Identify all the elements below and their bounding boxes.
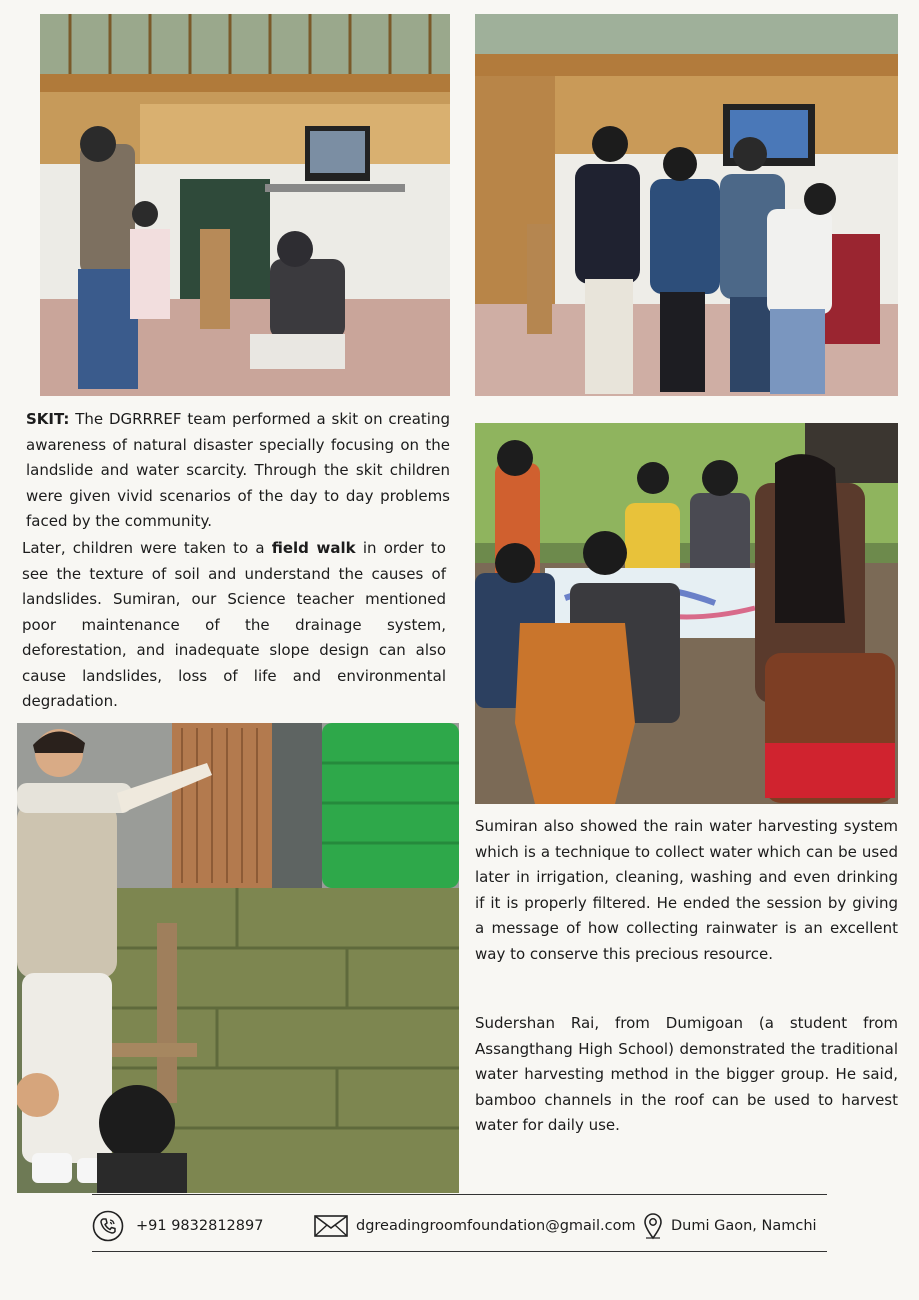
field-walk-after: in order to see the texture of soil and understand the causes of landslides. Sumiran, our Science teacher mentioned poor maintenance of the drainage system, deforestation, and inadequate slope design can also cause landslides, loss of life and environmental degradation.: [22, 539, 446, 710]
footer-top-rule: [92, 1194, 827, 1195]
field-walk-before: Later, children were taken to a: [22, 539, 272, 557]
skit-text: The DGRRREF team performed a skit on creating awareness of natural disaster specially focusing on the landslide and water scarcity. Through the skit children were given vivid scenarios of the day to day problems faced by the community.: [26, 410, 450, 530]
footer: [92, 1200, 827, 1252]
footer-phone[interactable]: [92, 1210, 263, 1242]
phone-icon: [92, 1210, 124, 1242]
footer-phone-text: +91 9832812897: [136, 1218, 264, 1234]
footer-location-text: Dumi Gaon, Namchi: [671, 1218, 817, 1234]
photo-rainwater-tank: [17, 723, 459, 1193]
photo-children-drawing: [475, 423, 898, 804]
photo-skit-presenters: [475, 14, 898, 396]
photo-skit-library: [40, 14, 450, 396]
skit-label: SKIT:: [26, 410, 70, 428]
email-icon: [314, 1214, 348, 1238]
footer-email-text: dgreadingroomfoundation@gmail.com: [356, 1218, 636, 1234]
rainwater-paragraph: Sumiran also showed the rain water harvesting system which is a technique to collect water which can be used later in irrigation, cleaning, washing and even drinking if it is properly filtered. He ended the session by giving a message of how collecting rainwater is an excellent way to conserve this precious resource.: [475, 817, 898, 963]
sudershan-paragraph: Sudershan Rai, from Dumigoan (a student from Assangthang High School) demonstrated the traditional water harvesting method in the bigger group. He said, bamboo channels in the roof can be used to harvest water for daily use.: [475, 1014, 898, 1134]
field-walk-bold: field walk: [271, 539, 356, 557]
field-walk-paragraph: [22, 536, 446, 715]
footer-email[interactable]: [314, 1210, 636, 1242]
footer-location[interactable]: [643, 1210, 817, 1242]
location-pin-icon: [643, 1212, 663, 1240]
skit-paragraph: [26, 407, 450, 535]
